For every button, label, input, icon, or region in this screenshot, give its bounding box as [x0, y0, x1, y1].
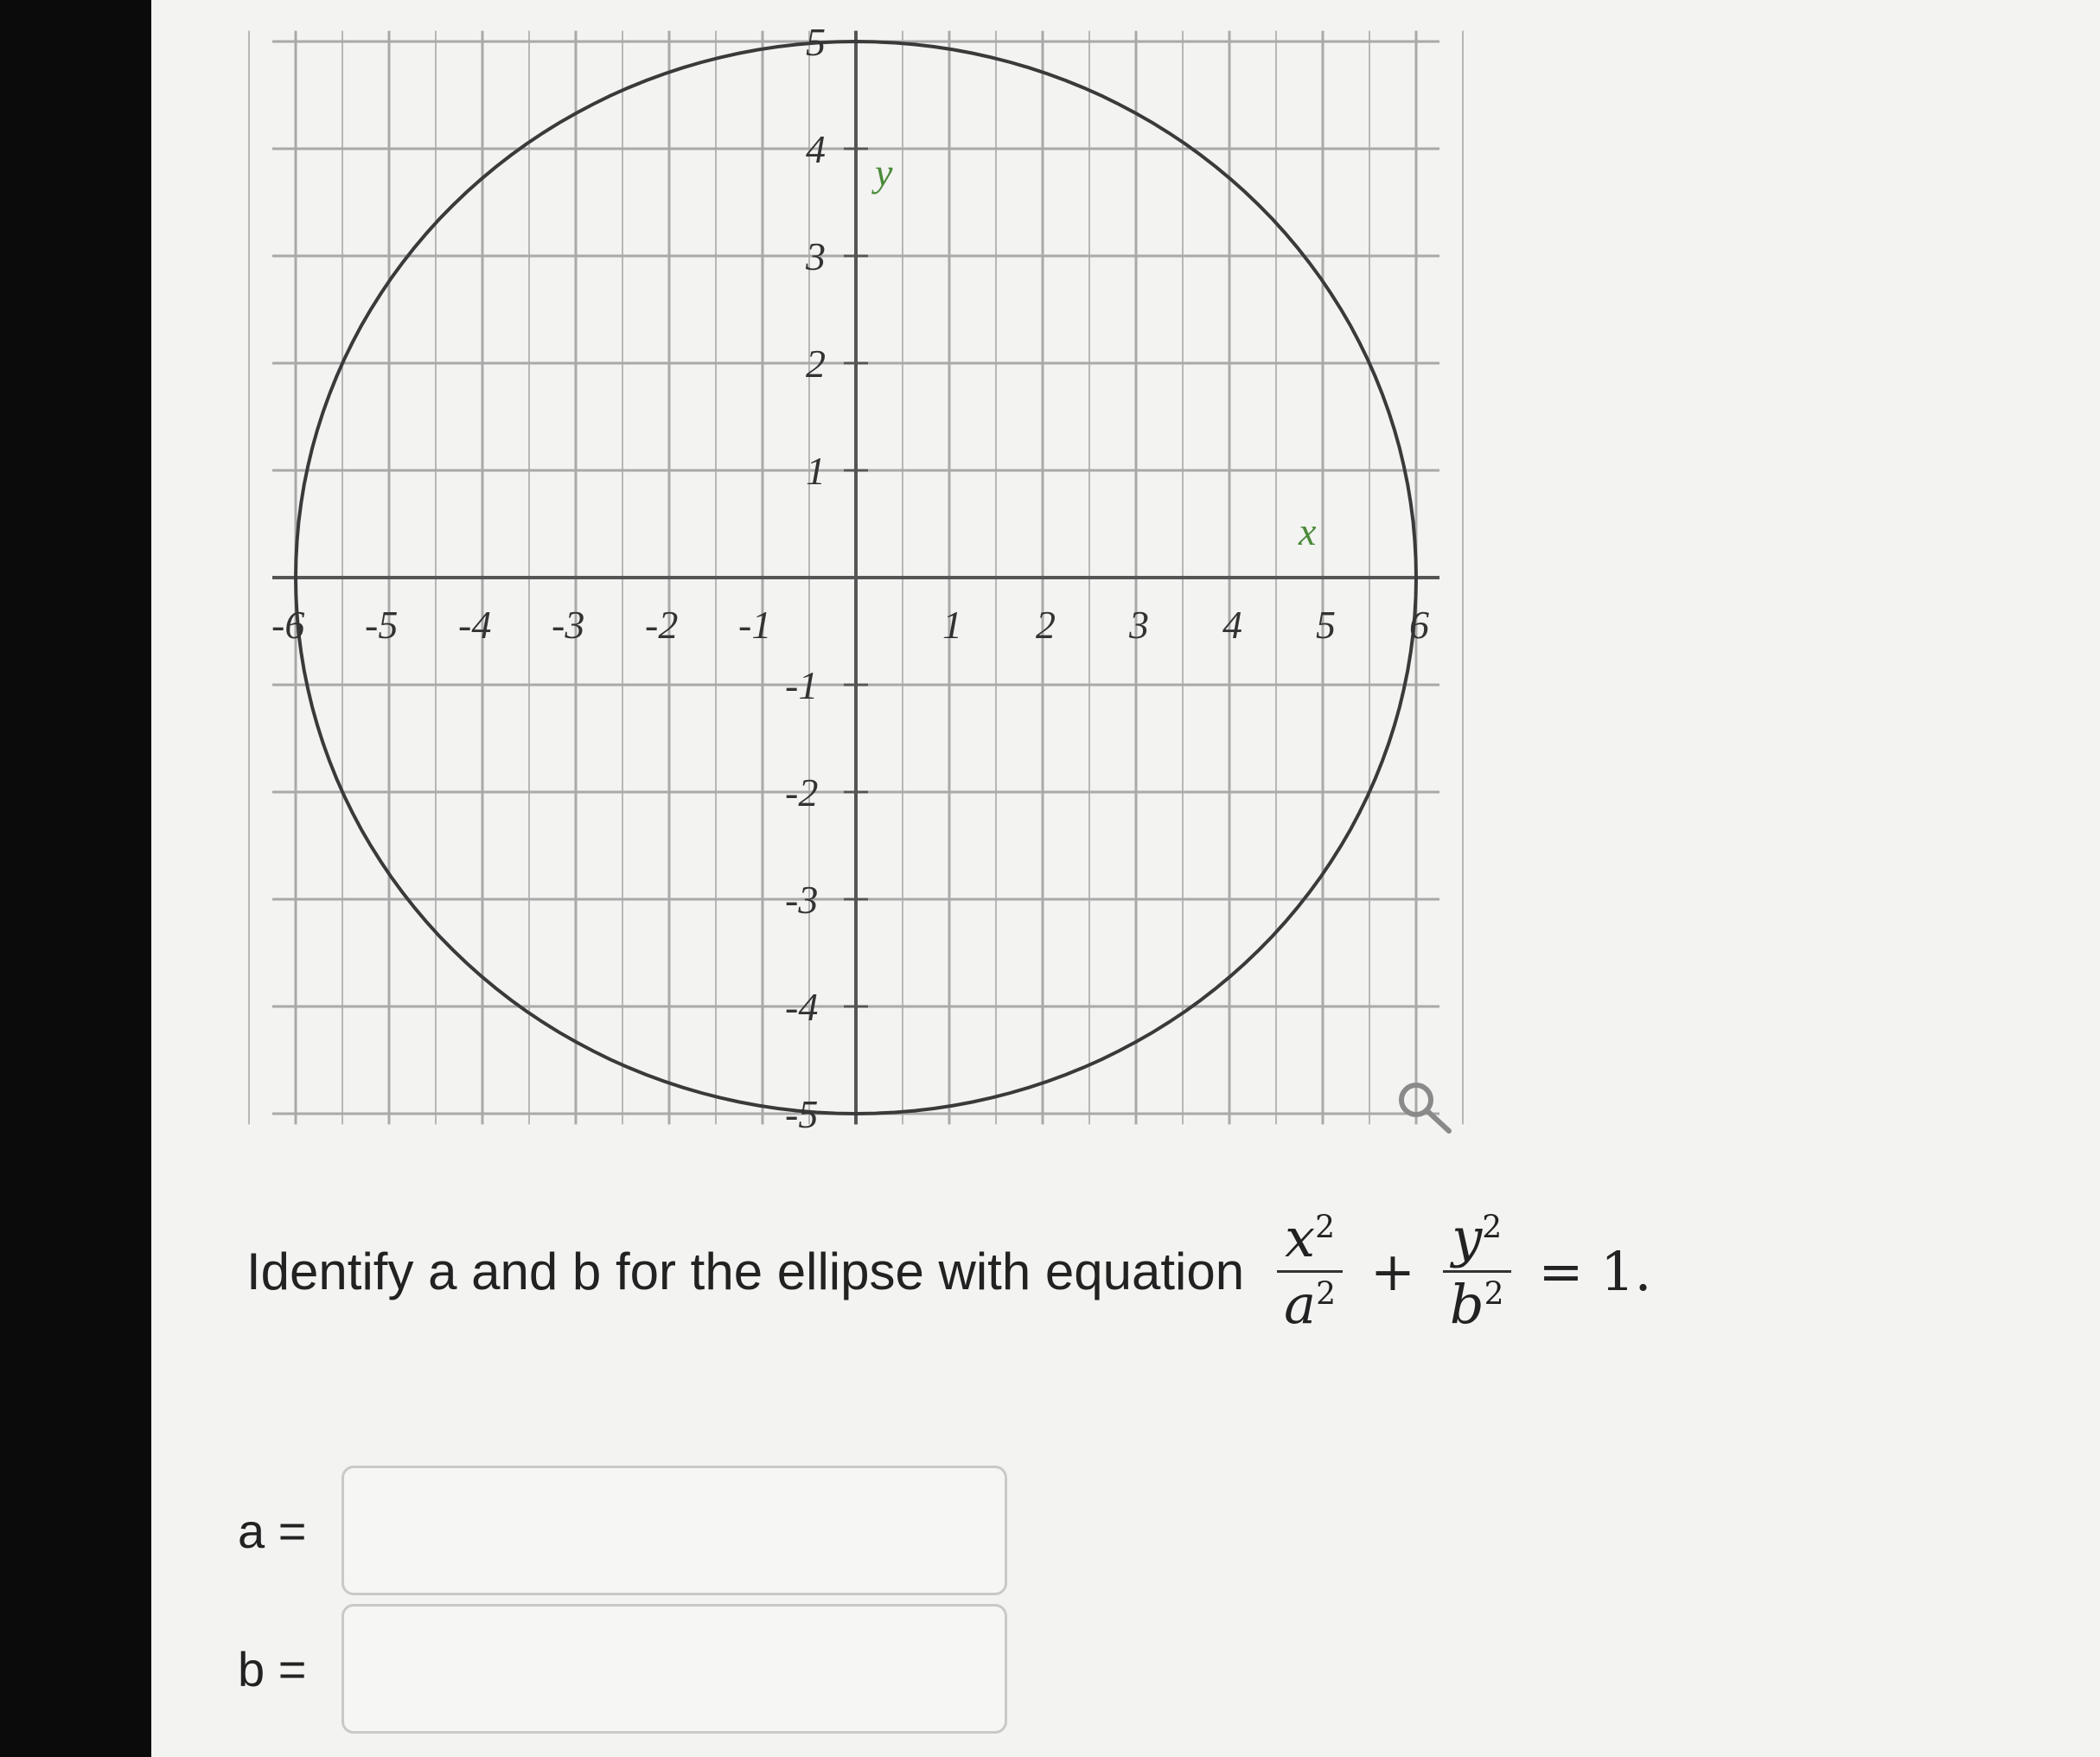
eq-numerator-x: x	[1285, 1206, 1316, 1270]
y-tick-label: -4	[785, 985, 819, 1029]
y-tick-label: -3	[785, 878, 819, 922]
eq-exponent: 2	[1315, 1210, 1335, 1246]
x-tick-label: -5	[365, 603, 399, 647]
x-tick-label: 4	[1222, 603, 1242, 647]
x-tick-label: 2	[1036, 603, 1056, 647]
b-input[interactable]	[341, 1604, 1007, 1734]
eq-exponent: 2	[1316, 1275, 1336, 1312]
eq-rhs: = 1.	[1538, 1239, 1652, 1303]
eq-denominator-a: a	[1284, 1272, 1317, 1336]
x-tick-label: -2	[645, 603, 679, 647]
answer-row-b	[238, 1604, 1007, 1734]
x-tick-label: 6	[1409, 603, 1429, 647]
y-axis-label: y	[875, 150, 893, 195]
question-text: Identify a and b for the ellipse with equation	[246, 1242, 1245, 1300]
x-tick-label: -4	[458, 603, 492, 647]
fraction-x	[1277, 1206, 1343, 1336]
y-tick-label: -5	[785, 1092, 819, 1136]
x-tick-label: -3	[552, 603, 585, 647]
x-tick-label: 1	[942, 603, 962, 647]
question-prompt	[246, 1198, 1670, 1345]
x-tick-label: 5	[1316, 603, 1336, 647]
a-input[interactable]	[341, 1466, 1007, 1595]
y-tick-label: 5	[806, 20, 826, 64]
y-tick-label: -1	[785, 663, 819, 707]
magnifier-icon[interactable]	[1401, 1085, 1449, 1131]
x-axis-label: x	[1299, 509, 1317, 553]
y-tick-label: -2	[785, 770, 819, 815]
b-label: b =	[238, 1641, 307, 1696]
eq-numerator-y: y	[1452, 1206, 1483, 1270]
ellipse-equation	[1268, 1206, 1670, 1336]
a-label: a =	[238, 1503, 307, 1558]
x-tick-label: 3	[1129, 603, 1149, 647]
eq-exponent: 2	[1482, 1210, 1503, 1246]
y-tick-label: 1	[806, 449, 826, 493]
eq-plus: +	[1369, 1239, 1415, 1303]
x-tick-label: -1	[738, 603, 772, 647]
y-tick-label: 4	[806, 127, 826, 171]
y-tick-label: 3	[806, 234, 826, 278]
answer-row-a	[238, 1466, 1007, 1595]
fraction-y	[1443, 1206, 1511, 1336]
y-tick-label: 2	[806, 342, 826, 386]
x-tick-label: -6	[271, 603, 305, 647]
eq-exponent: 2	[1484, 1275, 1504, 1312]
eq-denominator-b: b	[1449, 1272, 1484, 1336]
graph-axes	[272, 31, 1439, 1125]
